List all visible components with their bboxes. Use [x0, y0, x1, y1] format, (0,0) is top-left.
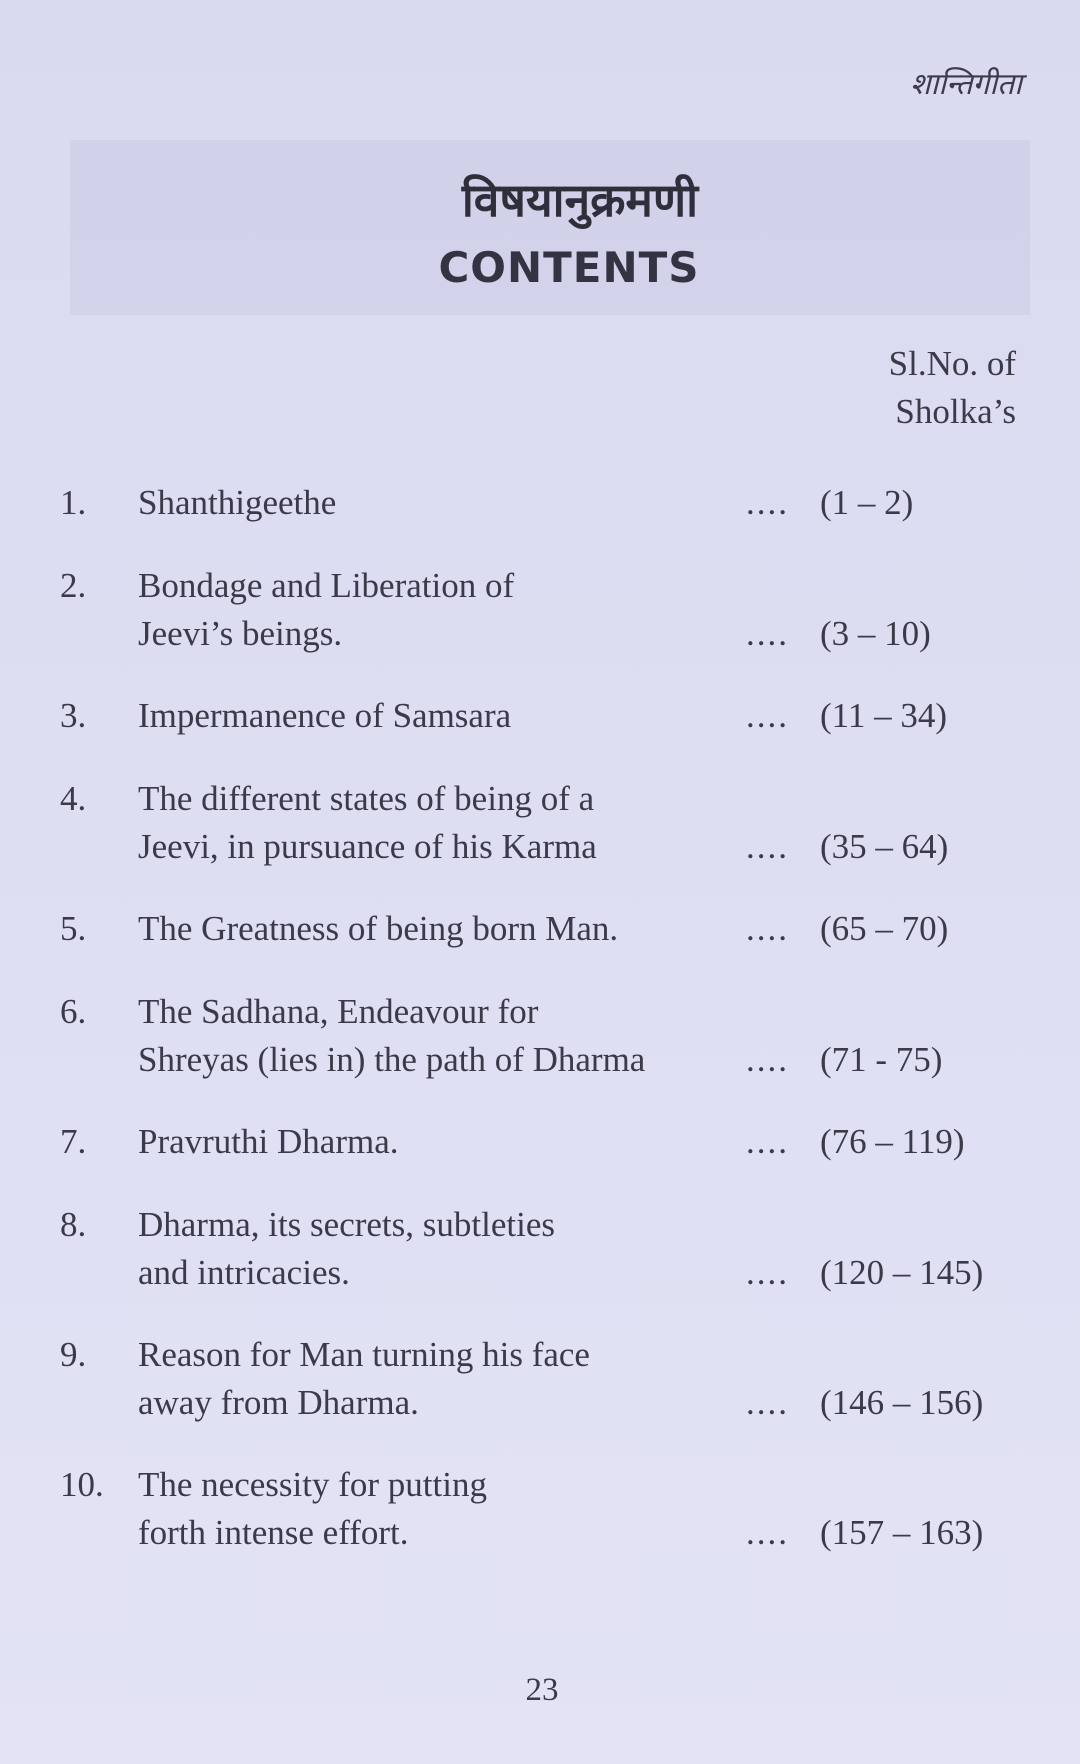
- entry-title-line: forth intense effort.: [138, 1513, 409, 1552]
- entry-title-line: away from Dharma.: [138, 1383, 419, 1422]
- entry-sholka-range: (76 – 119): [820, 1122, 965, 1161]
- entry-title-line: Jeevi’s beings.: [138, 614, 343, 653]
- entry-title-line: The necessity for putting: [138, 1465, 487, 1504]
- entry-number: 4.: [60, 779, 87, 818]
- entry-sholka-range: (1 – 2): [820, 483, 914, 522]
- entry-leader-dots: ....: [746, 1253, 789, 1292]
- entry-number: 10.: [60, 1465, 104, 1504]
- entry-title: [138, 692, 758, 740]
- entry-title-line: Jeevi, in pursuance of his Karma: [138, 827, 597, 866]
- entry-number: 7.: [60, 1122, 87, 1161]
- entry-title-line: Pravruthi Dharma.: [138, 1122, 399, 1161]
- page-title-english: CONTENTS: [438, 243, 700, 292]
- entry-leader-dots: ....: [746, 483, 789, 522]
- entry-number: 8.: [60, 1205, 87, 1244]
- entry-sholka-range: (35 – 64): [820, 827, 949, 866]
- entry-sholka-range: (71 - 75): [820, 1040, 943, 1079]
- page-title-hindi: विषयानुक्रमणी: [461, 173, 699, 227]
- entry-sholka-range: (11 – 34): [820, 696, 948, 735]
- entry-title: [138, 1118, 758, 1166]
- entry-sholka-range: (120 – 145): [820, 1253, 984, 1292]
- entry-leader-dots: ....: [746, 1383, 789, 1422]
- running-head: शान्तिगीता: [910, 67, 1022, 102]
- entry-leader-dots: ....: [746, 1040, 789, 1079]
- entry-leader-dots: ....: [746, 827, 789, 866]
- entry-title-line: Shanthigeethe: [138, 483, 337, 522]
- entry-title: [138, 1461, 758, 1557]
- entry-sholka-range: (157 – 163): [820, 1513, 984, 1552]
- entry-number: 6.: [60, 992, 87, 1031]
- entry-title-line: The Sadhana, Endeavour for: [138, 992, 539, 1031]
- entry-leader-dots: ....: [746, 696, 789, 735]
- column-header-line-2: Sholka’s: [895, 392, 1016, 431]
- entry-number: 2.: [60, 566, 87, 605]
- entry-title: [138, 1201, 758, 1297]
- entry-title-line: Impermanence of Samsara: [138, 696, 512, 735]
- entry-title-line: and intricacies.: [138, 1253, 350, 1292]
- entry-title-line: The different states of being of a: [138, 779, 595, 818]
- entry-title: [138, 905, 758, 953]
- entry-title: [138, 562, 758, 658]
- entry-sholka-range: (146 – 156): [820, 1383, 984, 1422]
- entry-title-line: The Greatness of being born Man.: [138, 909, 619, 948]
- entry-title: [138, 479, 758, 527]
- entry-sholka-range: (65 – 70): [820, 909, 949, 948]
- entry-leader-dots: ....: [746, 1513, 789, 1552]
- entry-sholka-range: (3 – 10): [820, 614, 931, 653]
- entry-leader-dots: ....: [746, 909, 789, 948]
- entry-title: [138, 775, 758, 871]
- page-number: 23: [525, 1672, 559, 1708]
- entry-title-line: Dharma, its secrets, subtleties: [138, 1205, 555, 1244]
- entry-title-line: Bondage and Liberation of: [138, 566, 515, 605]
- entry-number: 3.: [60, 696, 87, 735]
- entry-leader-dots: ....: [746, 1122, 789, 1161]
- entry-number: 5.: [60, 909, 87, 948]
- entry-title-line: Reason for Man turning his face: [138, 1335, 590, 1374]
- column-header-line-1: Sl.No. of: [888, 344, 1016, 383]
- entry-title: [138, 1331, 758, 1427]
- entry-number: 9.: [60, 1335, 87, 1374]
- entry-title-line: Shreyas (lies in) the path of Dharma: [138, 1040, 646, 1079]
- entry-leader-dots: ....: [746, 614, 789, 653]
- entry-title: [138, 988, 758, 1084]
- entry-number: 1.: [60, 483, 87, 522]
